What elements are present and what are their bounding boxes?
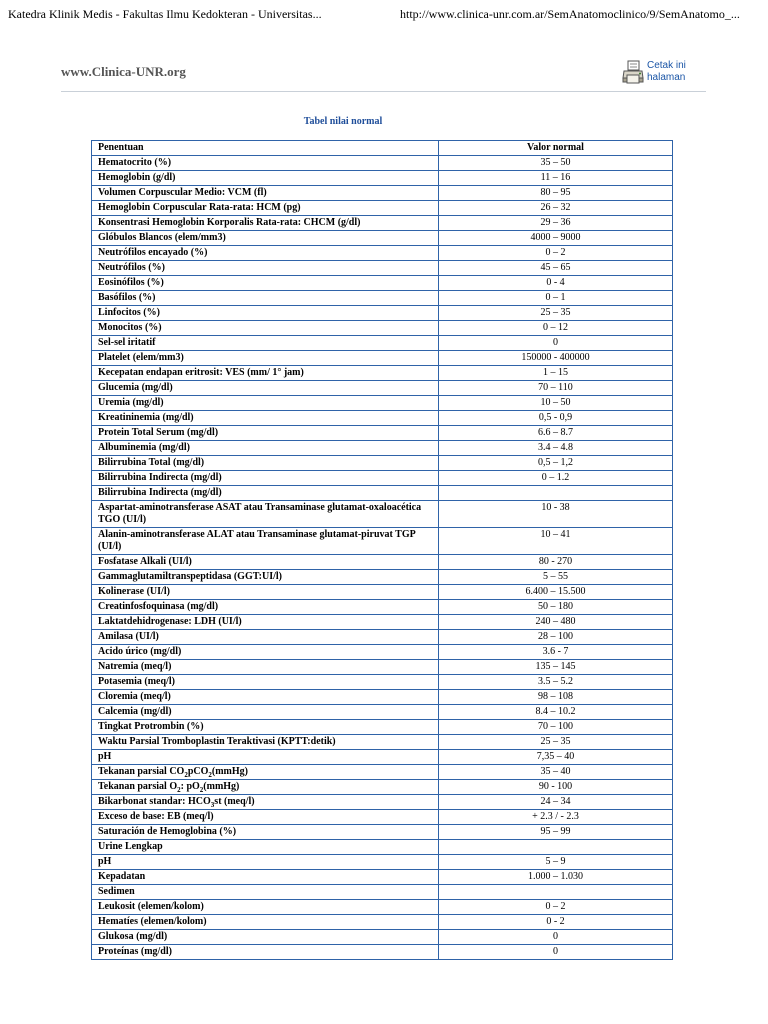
row-value: 0 – 1.2 [439,471,673,486]
table-row [92,585,673,600]
row-value: 0 – 1 [439,291,673,306]
table-row [92,765,673,780]
table-header-row [92,141,673,156]
column-header-valor-normal: Valor normal [439,141,673,156]
row-value: 5 – 55 [439,570,673,585]
row-label: Cloremia (meq/l) [92,690,439,705]
row-label: pH [92,855,439,870]
row-label: Potasemia (meq/l) [92,675,439,690]
table-row [92,570,673,585]
row-label: Glucemia (mg/dl) [92,381,439,396]
row-label: Calcemia (mg/dl) [92,705,439,720]
row-value: 3.5 – 5.2 [439,675,673,690]
row-value: 29 – 36 [439,216,673,231]
row-value: 70 – 110 [439,381,673,396]
row-value: 6.400 – 15.500 [439,585,673,600]
row-label: Tekanan parsial $O_2$: $pO_2(mmHg)$ [92,780,439,795]
row-label: Platelet (elem/mm3) [92,351,439,366]
row-value: 1.000 – 1.030 [439,870,673,885]
page-header-title: Katedra Klinik Medis - Fakultas Ilmu Kedokteran - Universitas... [8,7,322,21]
normal-values-table [91,140,673,960]
row-label: Bilirrubina Total (mg/dl) [92,456,439,471]
row-value: 135 – 145 [439,660,673,675]
table-row [92,321,673,336]
row-value: 25 – 35 [439,306,673,321]
table-row [92,795,673,810]
table-row [92,501,673,528]
row-label: pH [92,750,439,765]
table-row [92,690,673,705]
row-value: 0 – 2 [439,900,673,915]
table-row [92,630,673,645]
table-row [92,276,673,291]
row-label: Sedimen [92,885,439,900]
row-label: Konsentrasi Hemoglobin Korporalis Rata-rata: CHCM (g/dl) [92,216,439,231]
row-label: Bilirrubina Indirecta (mg/dl) [92,486,439,501]
table-row [92,555,673,570]
row-value: 1 – 15 [439,366,673,381]
row-label: Waktu Parsial Tromboplastin Teraktivasi (KPTT:detik) [92,735,439,750]
row-value [439,840,673,855]
row-value: 10 – 41 [439,528,673,555]
table-row [92,705,673,720]
row-value: 0,5 - 0,9 [439,411,673,426]
row-label: Hemoglobin Corpuscular Rata-rata: HCM (pg) [92,201,439,216]
row-value: 26 – 32 [439,201,673,216]
row-label: Exceso de base: EB (meq/l) [92,810,439,825]
row-value: 5 – 9 [439,855,673,870]
row-label: Basófilos (%) [92,291,439,306]
print-page-label: Cetak ini halaman [647,60,686,83]
row-value: 3.4 – 4.8 [439,441,673,456]
row-label: Leukosit (elemen/kolom) [92,900,439,915]
table-title: Tabel nilai normal [303,116,383,127]
row-label: Sel-sel iritatif [92,336,439,351]
header-divider [61,91,706,92]
row-label: Fosfatase Alkali (UI/l) [92,555,439,570]
row-value [439,885,673,900]
row-value: 6.6 – 8.7 [439,426,673,441]
table-row [92,426,673,441]
table-row [92,750,673,765]
table-row [92,456,673,471]
row-label: Saturación de Hemoglobina (%) [92,825,439,840]
table-row [92,441,673,456]
table-row [92,915,673,930]
table-row [92,780,673,795]
table-row [92,351,673,366]
table-row [92,306,673,321]
row-value: 98 – 108 [439,690,673,705]
row-value: 0 - 4 [439,276,673,291]
row-value: 80 - 270 [439,555,673,570]
table-row [92,528,673,555]
table-row [92,366,673,381]
row-label: Tingkat Protrombin (%) [92,720,439,735]
row-label: Hematíes (elemen/kolom) [92,915,439,930]
table-row [92,600,673,615]
table-row [92,615,673,630]
row-value: 10 – 50 [439,396,673,411]
row-label: Neutrófilos encayado (%) [92,246,439,261]
row-value: 0 – 2 [439,246,673,261]
row-label: Gammaglutamiltranspeptidasa (GGT:UI/l) [92,570,439,585]
table-row [92,201,673,216]
row-value [439,486,673,501]
row-value: 24 – 34 [439,795,673,810]
row-label: Proteínas (mg/dl) [92,945,439,960]
row-value: + 2.3 / - 2.3 [439,810,673,825]
table-row [92,735,673,750]
row-value: 0 [439,336,673,351]
row-value: 0 - 2 [439,915,673,930]
row-value: 70 – 100 [439,720,673,735]
table-row [92,171,673,186]
row-label: Kecepatan endapan eritrosit: VES (mm/ 1° jam) [92,366,439,381]
row-label: Eosinófilos (%) [92,276,439,291]
row-label: Linfocitos (%) [92,306,439,321]
table-row [92,336,673,351]
table-row [92,231,673,246]
print-page-button[interactable] [622,59,702,89]
row-value: 0 – 12 [439,321,673,336]
table-row [92,156,673,171]
row-value: 10 - 38 [439,501,673,528]
row-value: 0 [439,930,673,945]
row-value: 35 – 50 [439,156,673,171]
row-label: Uremia (mg/dl) [92,396,439,411]
table-row [92,186,673,201]
table-row [92,471,673,486]
table-row [92,396,673,411]
printer-icon [622,60,644,84]
row-value: 25 – 35 [439,735,673,750]
row-label: Hematocrito (%) [92,156,439,171]
row-label: Albuminemia (mg/dl) [92,441,439,456]
site-name[interactable]: www.Clinica-UNR.org [61,64,186,79]
row-value: 0 [439,945,673,960]
row-label: Protein Total Serum (mg/dl) [92,426,439,441]
table-row [92,825,673,840]
table-row [92,855,673,870]
row-label: Natremia (meq/l) [92,660,439,675]
table-row [92,930,673,945]
row-label: Glukosa (mg/dl) [92,930,439,945]
row-label: Aspartat-aminotransferase ASAT atau Transaminase glutamat-oxaloacética TGO (UI/l) [92,501,439,528]
row-value: 28 – 100 [439,630,673,645]
row-value: 95 – 99 [439,825,673,840]
row-label: Laktatdehidrogenase: LDH (UI/l) [92,615,439,630]
table-row [92,675,673,690]
row-label: Urine Lengkap [92,840,439,855]
table-row [92,261,673,276]
row-label: Bilirrubina Indirecta (mg/dl) [92,471,439,486]
row-label: Volumen Corpuscular Medio: VCM (fl) [92,186,439,201]
row-value: 50 – 180 [439,600,673,615]
row-label: Bikarbonat standar: $HCO_3st$ (meq/l) [92,795,439,810]
row-value: 4000 – 9000 [439,231,673,246]
row-value: 35 – 40 [439,765,673,780]
row-label: Kreatininemia (mg/dl) [92,411,439,426]
table-row [92,810,673,825]
table-row [92,216,673,231]
row-value: 3.6 - 7 [439,645,673,660]
table-row [92,900,673,915]
column-header-penentuan: Penentuan [92,141,439,156]
row-label: Kepadatan [92,870,439,885]
row-label: Glóbulos Blancos (elem/mm3) [92,231,439,246]
row-label: Kolinerase (UI/l) [92,585,439,600]
table-row [92,381,673,396]
row-label: Creatinfosfoquinasa (mg/dl) [92,600,439,615]
row-value: 240 – 480 [439,615,673,630]
row-value: 150000 - 400000 [439,351,673,366]
row-label: Amilasa (UI/l) [92,630,439,645]
row-value: 90 - 100 [439,780,673,795]
row-value: 7,35 – 40 [439,750,673,765]
table-row [92,885,673,900]
table-row [92,870,673,885]
table-row [92,291,673,306]
table-row [92,645,673,660]
table-row [92,840,673,855]
table-row [92,246,673,261]
table-row [92,486,673,501]
table-row [92,660,673,675]
row-value: 0,5 – 1,2 [439,456,673,471]
row-label: Monocitos (%) [92,321,439,336]
row-label: Alanin-aminotransferase ALAT atau Transaminase glutamat-piruvat TGP (UI/l) [92,528,439,555]
row-value: 45 – 65 [439,261,673,276]
row-value: 8.4 – 10.2 [439,705,673,720]
row-label: Acido úrico (mg/dl) [92,645,439,660]
row-label: Tekanan parsial $CO_2pCO_2(mmHg)$ [92,765,439,780]
row-value: 11 – 16 [439,171,673,186]
page-header-url[interactable]: http://www.clinica-unr.com.ar/SemAnatomoclinico/9/SemAnatomo_... [400,7,740,21]
row-label: Hemoglobin (g/dl) [92,171,439,186]
table-row [92,720,673,735]
table-row [92,945,673,960]
row-value: 80 – 95 [439,186,673,201]
row-label: Neutrófilos (%) [92,261,439,276]
table-row [92,411,673,426]
